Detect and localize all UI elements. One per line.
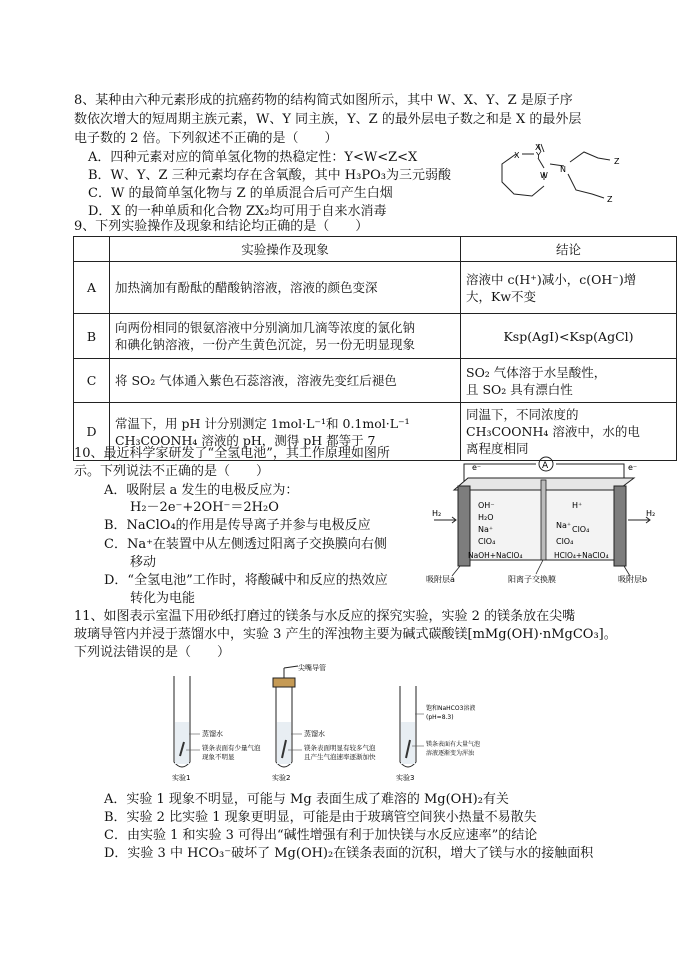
q8-structure-diagram (494, 142, 644, 214)
left-species-oh: OH⁻ (478, 501, 495, 510)
tube3-note-1: 镁条表面有大量气泡 (426, 741, 480, 748)
structure-label-w: W (540, 171, 548, 180)
table-row (74, 314, 677, 359)
q10-option-c-cont: 移动 (130, 555, 157, 570)
right-solution-label: HClO₄+NaClO₄ (554, 551, 609, 560)
q9-row-d-op-line-2: CH₃COONH₄ 溶液的 pH，测得 pH 都等于 7 (115, 432, 376, 448)
q10-option-b: B．NaClO₄的作用是传导离子并参与电极反应 (104, 518, 371, 533)
q9-row-b-op-line-1: 向两份相同的银氨溶液中分别滴加几滴等浓度的氯化钠 (115, 320, 416, 335)
q11-stem-line-2: 玻璃导管内并浸于蒸馏水中，实验 3 产生的浑浊物主要为碱式碳酸镁[mMg(OH)·nMgCO₃]。 (74, 627, 617, 642)
left-species-h2o: H₂O (478, 513, 494, 522)
q8-stem-line-2: 数依次增大的短周期主族元素，W、Y 同主族，Y、Z 的最外层电子数之和是 X 的最外层 (74, 112, 582, 127)
q9-row-a-op-line: 加热滴加有酚酞的醋酸钠溶液，溶液的颜色变深 (115, 280, 378, 295)
q9-row-a-key: A (74, 262, 110, 314)
q9-row-a-op (110, 262, 461, 314)
q9-row-c-con-line-1: SO₂ 气体溶于水呈酸性， (466, 364, 607, 380)
structure-label-y: Y (536, 151, 541, 160)
q9-header-op: 实验操作及现象 (110, 237, 461, 262)
table-row (74, 359, 677, 403)
tube3-liquid-1: 饱和NaHCO3溶液 (426, 705, 476, 712)
q11-stem-line-1: 11、如图表示室温下用砂纸打磨过的镁条与水反应的探究实验，实验 2 的镁条放在尖嘴 (74, 609, 576, 624)
q9-row-d-key: D (74, 403, 110, 461)
layer-b-label: 吸附层b (618, 575, 648, 584)
structure-label-x2: X (535, 143, 541, 152)
tube2-liquid: 蒸馏水 (304, 730, 325, 738)
q9-row-b-op-line-2: 和碘化钠溶液，一份产生黄色沉淀，另一份无明显现象 (115, 337, 416, 352)
q9-row-a-con (461, 262, 677, 314)
tube1-liquid: 蒸馏水 (202, 730, 223, 738)
q11-option-c: C．由实验 1 和实验 3 可得出“碱性增强有利于加快镁与水反应速率”的结论 (104, 828, 538, 843)
tube2-note-1: 镁条表面明显有较多气泡 (304, 744, 376, 752)
q10-option-a: A．吸附层 a 发生的电极反应为： (104, 483, 299, 498)
gas-right-label: H₂ (646, 509, 656, 518)
tube1-note-2: 现象不明显 (202, 753, 235, 761)
tube3-liquid-2: (pH=8.3) (426, 714, 454, 721)
left-solution-label: NaOH+NaClO₄ (468, 551, 523, 560)
q9-row-b-key: B (74, 314, 110, 359)
q9-stem: 9、下列实验操作及现象和结论均正确的是（ ） (74, 219, 369, 234)
q11-option-b: B．实验 2 比实验 1 现象更明显，可能是由于玻璃管空间狭小热量不易散失 (104, 810, 537, 825)
layer-a-label: 吸附层a (426, 575, 455, 584)
q8-option-b: B．W、Y、Z 三种元素均存在含氧酸，其中 H₃PO₃为三元弱酸 (88, 168, 451, 183)
tube3-note-2: 溶液逐渐变为浑浊 (426, 750, 475, 757)
q9-header-row (74, 237, 677, 262)
q9-row-d-op-line-1: 常温下，用 pH 计分别测定 1mol·L⁻¹和 0.1mol·L⁻¹ (115, 415, 410, 431)
q9-row-a-con-line-1: 溶液中 c(H⁺)减小，c(OH⁻)增 (466, 271, 637, 287)
q8-stem-line-1: 8、某种由六种元素形成的抗癌药物的结构简式如图所示，其中 W、X、Y、Z 是原子序 (74, 93, 573, 108)
q10-option-d-cont: 转化为电能 (130, 591, 196, 606)
q9-row-d-con-line-2: CH₃COONH₄ 溶液中，水的电 (466, 424, 640, 439)
q9-table (73, 236, 677, 461)
q11-stem-line-3: 下列说法错误的是（ ） (74, 645, 231, 660)
tip-label: 尖嘴导管 (298, 664, 326, 672)
q9-row-b-con-line: Ksp(AgI)<Ksp(AgCl) (503, 328, 634, 344)
q9-row-b-con (461, 314, 677, 359)
ammeter-label: A (542, 461, 549, 471)
q10-stem-line-1: 10、最近科学家研发了“全氢电池”，其工作原理如图所 (74, 446, 390, 461)
tube2-name: 实验2 (272, 774, 291, 782)
gas-left-label: H₂ (432, 509, 442, 518)
q8-stem-line-3: 电子数的 2 倍。下列叙述不正确的是（ ） (74, 131, 338, 146)
right-species-h: H⁺ (572, 501, 583, 510)
tube1-note-1: 镁条表面有少量气泡 (202, 744, 261, 752)
tube1-name: 实验1 (172, 774, 191, 782)
membrane-label: 阳离子交换膜 (508, 575, 556, 584)
q10-option-c: C．Na⁺在装置中从左侧透过阳离子交换膜向右侧 (104, 537, 387, 552)
q11-option-d: D．实验 3 中 HCO₃⁻破坏了 Mg(OH)₂在镁条表面的沉积，增大了镁与水的接触面积 (104, 846, 594, 861)
q9-header-con: 结论 (461, 237, 677, 262)
q9-row-c-op (110, 359, 461, 403)
left-species-na: Na⁺ (478, 525, 494, 534)
q8-option-a: A．四种元素对应的简单氢化物的热稳定性：Y<W<Z<X (88, 150, 418, 165)
q9-row-d-con-line-1: 同温下，不同浓度的 (466, 407, 579, 422)
structure-label-n: N (560, 165, 566, 174)
q10-cell-diagram (424, 450, 664, 590)
q8-option-c: C．W 的最简单氢化物与 Z 的单质混合后可产生白烟 (88, 186, 393, 201)
q11-experiment-diagram (160, 662, 480, 786)
right-species-clo4-b: ClO₄ (556, 537, 574, 546)
q9-row-a-con-line-2: 大，Kw不变 (466, 288, 537, 304)
q9-row-c-con (461, 359, 677, 403)
structure-label-z2: Z (607, 195, 613, 204)
q11-option-a: A．实验 1 现象不明显，可能与 Mg 表面生成了难溶的 Mg(OH)₂有关 (104, 792, 509, 807)
q9-row-b-op (110, 314, 461, 359)
q9-row-c-con-line-2: 且 SO₂ 具有漂白性 (466, 381, 573, 397)
q10-option-d: D．“全氢电池”工作时，将酸碱中和反应的热效应 (104, 573, 388, 588)
q9-row-c-key: C (74, 359, 110, 403)
electron-right-label: e⁻ (628, 463, 638, 472)
q8-option-d: D．X 的一种单质和化合物 ZX₂均可用于自来水消毒 (88, 204, 387, 219)
structure-label-z1: Z (614, 157, 620, 166)
q9-row-d-con-line-3: 离程度相同 (466, 441, 529, 456)
electron-left-label: e⁻ (472, 463, 482, 472)
table-row (74, 262, 677, 314)
q9-header-blank (74, 237, 110, 262)
tube2-note-2: 且产生气泡速率逐渐加快 (304, 753, 376, 761)
tube3-name: 实验3 (396, 774, 415, 782)
structure-label-x1: X (514, 151, 520, 160)
q10-stem-line-2: 示。下列说法不正确的是（ ） (74, 464, 270, 479)
q10-option-a-equation: H₂－2e⁻+2OH⁻＝2H₂O (130, 500, 279, 515)
left-species-clo4: ClO₄ (478, 537, 496, 546)
right-species-na: Na⁺ (556, 521, 572, 530)
q9-row-c-op-line: 将 SO₂ 气体通入紫色石蕊溶液，溶液先变红后褪色 (115, 373, 397, 388)
right-species-clo4-a: ClO₄ (572, 525, 590, 534)
